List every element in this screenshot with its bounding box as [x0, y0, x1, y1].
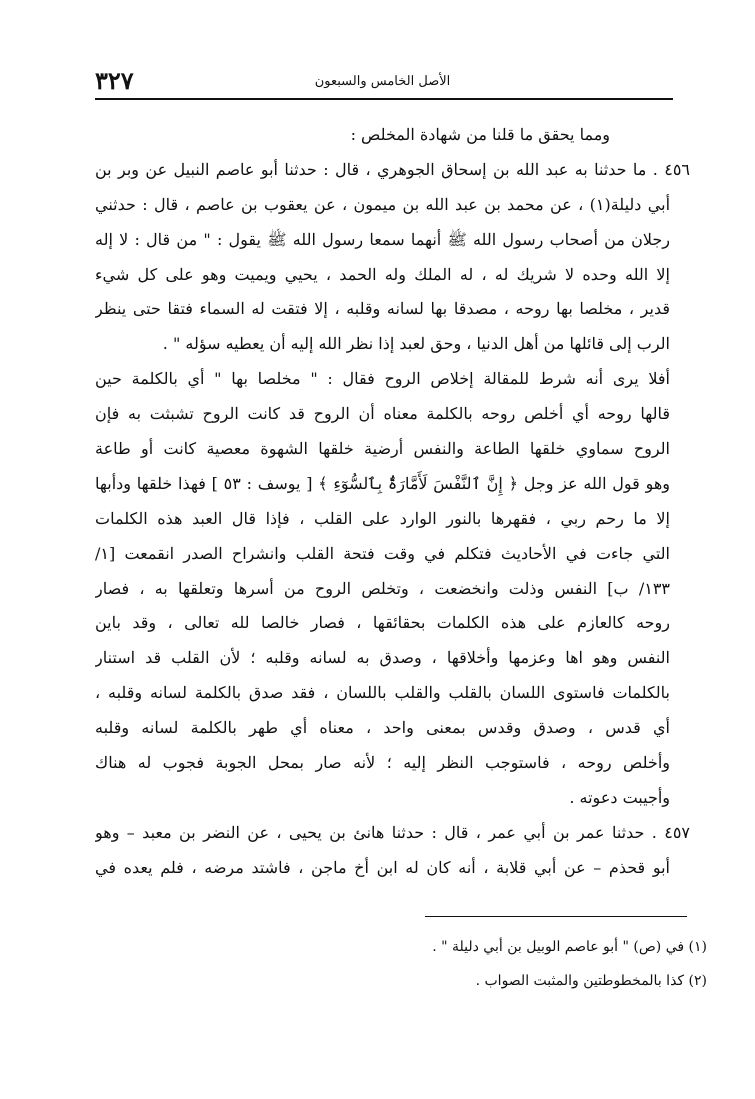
header-rule	[95, 98, 673, 100]
text-line: أي قدس ، وصدق وقدس بمعنى واحد ، معناه أي طهر بالكلمة لسانه وقلبه	[95, 718, 670, 738]
footnotes	[95, 930, 707, 998]
hadith-457-line: ٤٥٧ . حدثنا عمر بن أبي عمر ، قال : حدثنا هانئ بن يحيى ، عن النضر بن معبد – وهو	[95, 822, 690, 842]
running-title: الأصل الخامس والسبعون	[314, 74, 451, 89]
text-line: ومما يحقق ما قلنا من شهادة المخلص :	[350, 125, 610, 144]
footnote: (١) في (ص) " أبو عاصم الوبيل بن أبي دليلة " .	[432, 939, 707, 955]
text-line: روحه كالعازم على هذه الكلمات بحقائقها ، فصار خالصا لله تعالى ، وقد باين	[95, 613, 670, 633]
text-line: وأخلص روحه ، فاستوجب النظر إليه ؛ لأنه صار بمحل الجوبة فجوب له هناك	[95, 753, 670, 773]
quran-quote-line: وهو قول الله عز وجل ﴿ إِنَّ ٱلنَّفْسَ لَأَمَّارَةٌۢ بِٱلسُّوٓءِ ﴾ [ يوسف : ٥٣ ] فهذا خلقها ودأبها	[95, 473, 670, 493]
text-line: الرب إلى قائلها من أهل الدنيا ، وحق لعبد إذا نظر الله إليه أن يعطيه سؤله " .	[162, 334, 670, 354]
text-line: الروح سماوي خلقها الطاعة والنفس أرضية خلقها الشهوة معصية كانت أو طاعة	[95, 439, 670, 459]
text-line: قالها روحه أي أخلص روحه بالكلمة معناه أن الروح قد كانت الروح تشبثت به فإن	[95, 404, 670, 424]
text-line: إلا ما رحم ربي ، فقهرها بالنور الوارد على القلب ، فإذا قال العبد هذه الكلمات	[95, 508, 670, 528]
text-line: وأجيبت دعوته .	[569, 787, 670, 807]
page-header	[95, 66, 670, 95]
text-line: النفس وهو اها وعزمها وأخلاقها ، وصدق به لسانه وقلبه ؛ لأن القلب قد استنار	[95, 648, 670, 668]
hadith-456-line: ٤٥٦ . ما حدثنا به عبد الله بن إسحاق الجوهري ، قال : حدثنا أبو عاصم النبيل عن وبر بن	[95, 159, 690, 179]
footnote-rule	[425, 916, 687, 917]
text-line: أبي دليلة(١) ، عن محمد بن عبد الله بن ميمون ، عن يعقوب بن عاصم ، قال : حدثني	[95, 194, 670, 214]
text-line: إلا الله وحده لا شريك له ، له الملك وله الحمد ، يحيي ويميت وهو على كل شيء	[95, 264, 670, 284]
main-text	[95, 118, 690, 886]
text-line: قدير ، مخلصا بها روحه ، مصدقا بها لسانه وقلبه ، إلا فتقت له السماء فتقا حتى ينظر	[95, 299, 670, 319]
page-number: ٣٢٧	[95, 66, 134, 95]
text-line: التي جاءت في الأحاديث فتكلم في وقت فتحة القلب وانشراح الصدر انقمعت [١/	[95, 543, 670, 563]
footnote: (٢) كذا بالمخطوطتين والمثبت الصواب .	[475, 973, 707, 989]
text-line: بالكلمات فاستوى اللسان بالقلب والقلب باللسان ، فقد صدق بالكلمة لسانه وقلبه ،	[95, 683, 670, 703]
text-line: رجلان من أصحاب رسول الله ﷺ أنهما سمعا رسول الله ﷺ يقول : " من قال : لا إله	[95, 229, 670, 249]
text-line: أبو قحذم – عن أبي قلابة ، أنه كان له ابن أخ ماجن ، فاشتد مرضه ، فلم يعده في	[95, 857, 670, 877]
text-line: أفلا يرى أنه شرط للمقالة إخلاص الروح فقال : " مخلصا بها " أي بالكلمة حين	[95, 369, 670, 389]
text-line: ١٣٣/ ب] النفس وذلت وانخضعت ، وتخلص الروح من أسرها وتعلقها به ، فصار	[95, 578, 670, 598]
